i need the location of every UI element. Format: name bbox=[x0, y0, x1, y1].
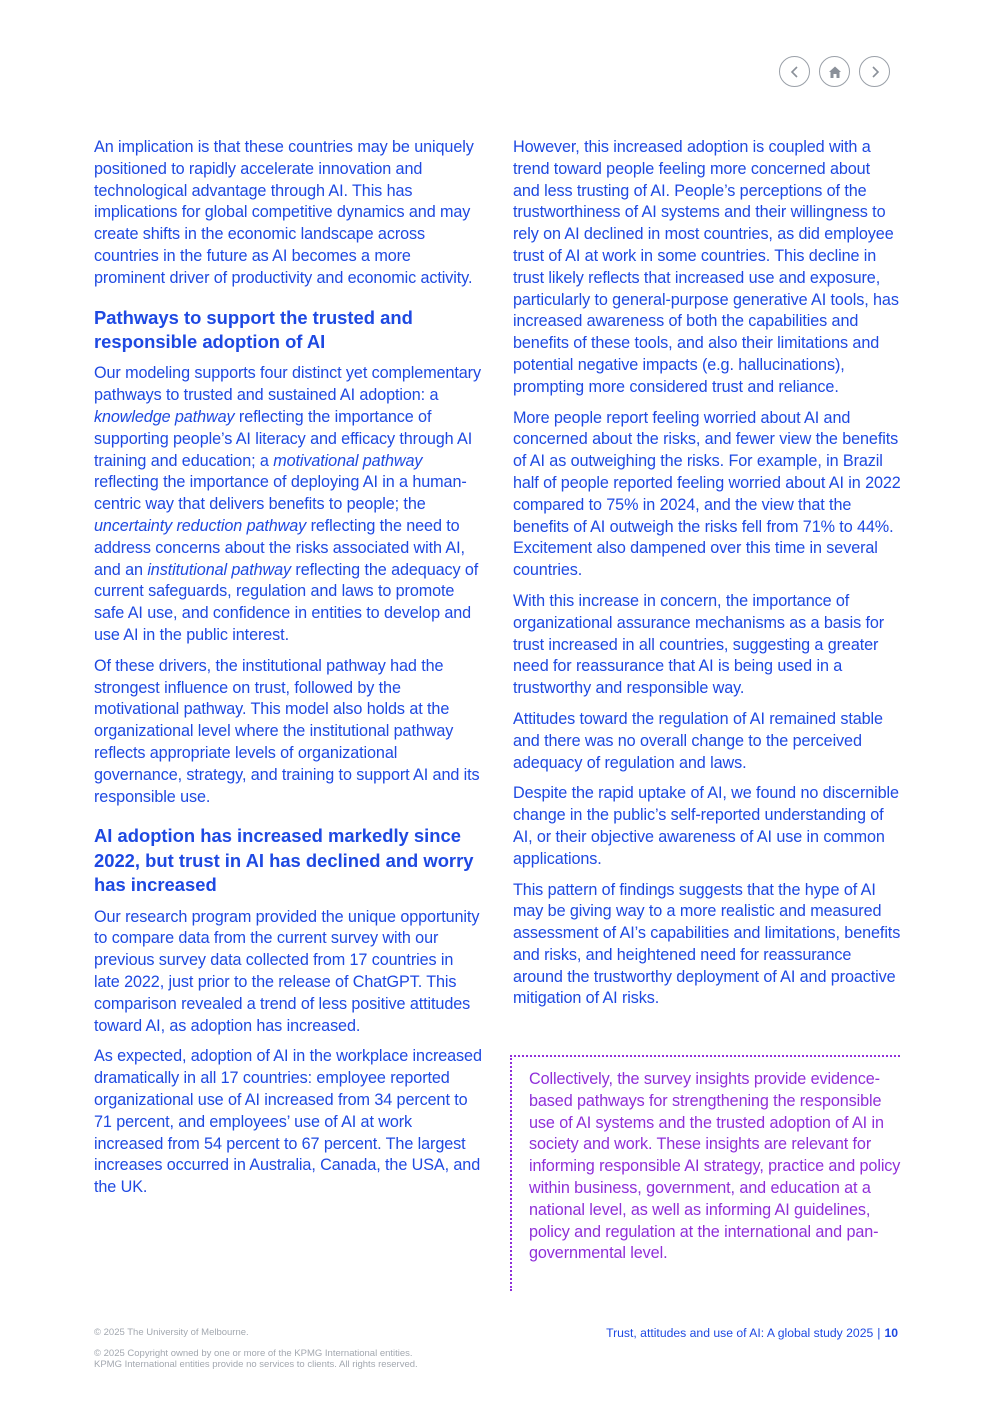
callout-text: Collectively, the survey insights provide evidence-based pathways for strengthening the responsible use of AI systems and the trusted adoption of AI in society and work. These insights are relevant for informing responsible AI strategy, practice and policy within business, government, and education at a national level, as well as informing AI guidelines, policy and regulation at the international and pan-governmental level. bbox=[529, 1070, 901, 1263]
copyright-kpmg-line-2: KPMG International entities provide no services to clients. All rights reserved. bbox=[94, 1359, 418, 1370]
paragraph-regulation: Attitudes toward the regulation of AI remained stable and there was no overall change to the perceived adequacy of regulation and laws. bbox=[513, 709, 883, 772]
text-span: reflecting the adequacy of current safeguards, regulation and laws to promote safe AI use, and confidence in entities to develop and use AI in the public interest. bbox=[94, 560, 479, 644]
footer-copyright bbox=[94, 1327, 418, 1370]
previous-page-button[interactable] bbox=[779, 56, 810, 87]
footer-document-info bbox=[606, 1326, 898, 1340]
paragraph-drivers: Of these drivers, the institutional pathway had the strongest influence on trust, followed by the motivational pathway. This model also holds at the organizational level where the institutional pathway reflects appropriate levels of organizational governance, strategy, and training to support AI and its responsible use. bbox=[94, 656, 480, 806]
paragraph-research-program: Our research program provided the unique opportunity to compare data from the current survey with our previous survey data collected from 17 countries in late 2022, just prior to the release of ChatGPT. This comparison revealed a trend of less positive attitudes toward AI, as adoption has increased. bbox=[94, 907, 480, 1035]
uncertainty-reduction-pathway-term: uncertainty reduction pathway bbox=[94, 516, 307, 535]
heading-adoption-trust: AI adoption has increased markedly since 2022, but trust in AI has declined and worry has increased bbox=[94, 825, 474, 896]
page-number: 10 bbox=[884, 1326, 898, 1340]
text-span: reflecting the importance of supporting people’s AI literacy and efficacy through AI training and education; a bbox=[94, 407, 473, 470]
text-span: Our modeling supports four distinct yet complementary pathways to trusted and sustained AI adoption: a bbox=[94, 364, 481, 405]
paragraph-implication: An implication is that these countries may be uniquely positioned to rapidly accelerate innovation and technological advantage through AI. This has implications for global competitive dynamics and may create shifts in the economic landscape across countries in the future as AI becomes a more prominent driver of productivity and economic activity. bbox=[94, 138, 474, 287]
copyright-kpmg-line-1: © 2025 Copyright owned by one or more of the KPMG International entities. bbox=[94, 1348, 413, 1359]
footer-separator: | bbox=[877, 1326, 881, 1340]
home-icon bbox=[827, 64, 843, 80]
chevron-left-icon bbox=[788, 65, 802, 79]
text-span: reflecting the need to address concerns about the risks associated with AI, and an bbox=[94, 516, 465, 579]
motivational-pathway-term: motivational pathway bbox=[273, 451, 423, 470]
right-column bbox=[513, 137, 901, 1019]
copyright-university: © 2025 The University of Melbourne. bbox=[94, 1327, 249, 1338]
chevron-right-icon bbox=[868, 65, 882, 79]
paragraph-worry: More people report feeling worried about AI and concerned about the risks, and fewer view the benefits of AI as outweighing the risks. For example, in Brazil half of people reported feeling worried about AI in 2022 compared to 75% in 2024, and the view that the benefits of AI outweigh the risks fell from 71% to 44%. Excitement also dampened over this time in several countries. bbox=[513, 408, 901, 580]
paragraph-hype: This pattern of findings suggests that the hype of AI may be giving way to a more realistic and measured assessment of AI’s capabilities and limitations, benefits and risks, and heightened need for reassurance around the trustworthy deployment of AI and proactive mitigation of AI risks. bbox=[513, 880, 901, 1008]
knowledge-pathway-term: knowledge pathway bbox=[94, 407, 235, 426]
paragraph-pathways bbox=[94, 363, 482, 646]
paragraph-assurance: With this increase in concern, the importance of organizational assurance mechanisms as a basis for trust increased in all countries, suggesting a greater need for reassurance that AI is being used in a trustworthy and responsible way. bbox=[513, 591, 885, 698]
institutional-pathway-term: institutional pathway bbox=[147, 560, 291, 579]
document-title: Trust, attitudes and use of AI: A global study 2025 bbox=[606, 1326, 874, 1340]
left-column bbox=[94, 137, 482, 1208]
text-span: reflecting the importance of deploying AI in a human-centric way that delivers benefits to people; the bbox=[94, 473, 467, 514]
page-navigation bbox=[779, 56, 890, 87]
heading-pathways: Pathways to support the trusted and responsible adoption of AI bbox=[94, 306, 413, 352]
callout-box bbox=[510, 1055, 900, 1291]
paragraph-understanding: Despite the rapid uptake of AI, we found no discernible change in the public’s self-reported understanding of AI, or their objective awareness of AI use in common applications. bbox=[513, 784, 899, 868]
paragraph-trust-decline: However, this increased adoption is coupled with a trend toward people feeling more concerned about and less trusting of AI. People’s perceptions of the trustworthiness of AI systems and their willingness to rely on AI declined in most countries, as did employee trust of AI at work in some countries. This decline in trust likely reflects that increased use and exposure, particularly to general-purpose generative AI tools, has increased awareness of both the capabilities and benefits of these tools, and also their limitations and potential negative impacts (e.g. hallucinations), prompting more considered trust and reliance. bbox=[513, 138, 899, 396]
home-button[interactable] bbox=[819, 56, 850, 87]
paragraph-workplace-adoption: As expected, adoption of AI in the workplace increased dramatically in all 17 countries: employee reported organizational use of AI increased from 34 percent to 71 percent, and employees’ use of AI at work increased from 54 percent to 67 percent. The largest increases occurred in Australia, Canada, the USA, and the UK. bbox=[94, 1047, 482, 1197]
next-page-button[interactable] bbox=[859, 56, 890, 87]
